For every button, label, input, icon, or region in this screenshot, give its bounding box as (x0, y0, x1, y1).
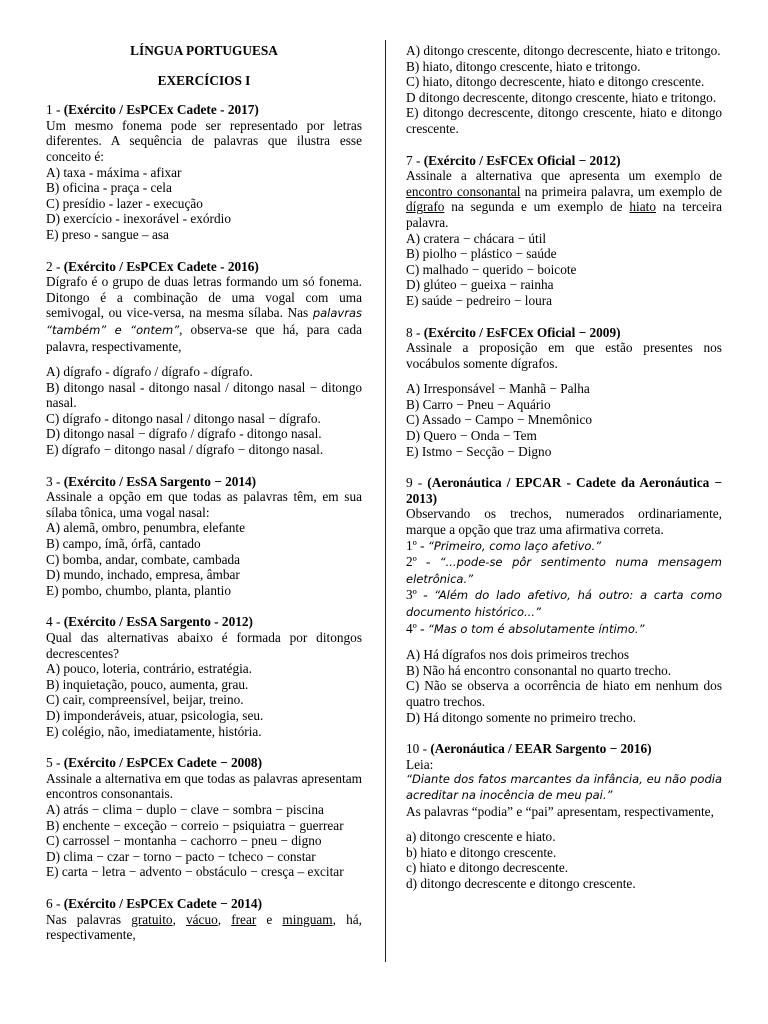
option: C) presídio - lazer - execução (46, 195, 203, 211)
question-header (46, 102, 362, 118)
option: B) piolho − plástico − saúde (406, 246, 557, 262)
option: E) Istmo − Secção − Digno (406, 443, 552, 459)
question-lead: Leia: (406, 756, 434, 772)
option: D) Há ditongo somente no primeiro trecho. (406, 709, 637, 725)
question-text: Assinale a opção em que todas as palavras têm, em sua sílaba tônica, uma vogal nasal: (46, 489, 362, 520)
question-text-part: na segunda e um exemplo de (444, 199, 630, 215)
question-source: (Exército / EsPCEx Cadete - 2016) (63, 258, 259, 274)
question-header (46, 755, 362, 771)
option: E) saúde − pedreiro − loura (406, 292, 553, 308)
option: C) Não se observa a ocorrência de hiato em nenhum dos quatro trechos. (406, 678, 722, 709)
question-1 (46, 102, 362, 242)
option: C) hiato, ditongo decrescente, hiato e ditongo crescente. (406, 74, 705, 90)
question-text-part: Assinale a alternativa que apresenta um exemplo de (406, 168, 722, 184)
question-number: 6 - (46, 895, 64, 911)
option: c) hiato e ditongo decrescente. (406, 860, 569, 876)
question-number: 8 - (406, 324, 424, 340)
question-text-part: Dígrafo é o grupo de duas letras formando um só fonema. Ditongo é a combinação de uma vogal com uma semivogal, ou vice-versa, na mesma sílaba. Nas (46, 274, 362, 321)
option: E) preso - sangue – asa (46, 226, 169, 242)
question-10 (406, 741, 722, 891)
question-text (406, 168, 722, 230)
option: D) Quero − Onda − Tem (406, 428, 537, 444)
question-6 (46, 896, 362, 943)
question-source: (Exército / EsSA Sargento − 2014) (63, 473, 257, 489)
option: E) colégio, não, imediatamente, história. (46, 723, 262, 739)
option: B) campo, ímã, órfã, cantado (46, 536, 201, 552)
question-header (46, 474, 362, 490)
question-4 (46, 614, 362, 739)
question-6-options (406, 43, 722, 137)
excerpt-text: “Além do lado afetivo, há outro: a carta como documento histórico...” (406, 588, 722, 619)
option: D) exercício - inexorável - exórdio (46, 211, 231, 227)
excerpt-number: 3º - (406, 587, 435, 603)
excerpt-4 (406, 621, 722, 638)
question-text-part: , há, respectivamente, (46, 911, 362, 943)
option: B) oficina - praça - cela (46, 180, 172, 196)
option: C) malhado − querido − boicote (406, 261, 577, 277)
excerpt-number: 4º - (406, 620, 428, 636)
option: D) mundo, inchado, empresa, âmbar (46, 567, 240, 583)
underlined-term: encontro consonantal (406, 183, 521, 199)
question-number: 10 - (406, 741, 431, 757)
quoted-sentence: “Diante dos fatos marcantes da infância, eu não podia acreditar na inocência de meu pai.” (406, 772, 722, 802)
question-number: 7 - (406, 152, 424, 168)
handwritten-text: palavras “também” e “ontem” (46, 306, 362, 337)
question-8 (406, 325, 722, 460)
question-header (406, 741, 722, 757)
separator: , (172, 911, 186, 927)
question-text-part: na terceira palavra. (406, 199, 722, 230)
option: C) dígrafo - ditongo nasal / ditongo nasal − dígrafo. (46, 410, 321, 426)
underlined-term: hiato (629, 199, 656, 215)
question-source: (Aeronáutica / EEAR Sargento − 2016) (430, 741, 652, 757)
question-text-part: , observa-se que há, para cada palavra, respectivamente, (46, 321, 362, 354)
option: C) bomba, andar, combate, cambada (46, 551, 241, 567)
question-header (406, 153, 722, 169)
question-number: 3 - (46, 473, 64, 489)
question-number: 9 - (406, 475, 428, 491)
question-header (406, 475, 722, 506)
excerpt-1 (406, 538, 722, 555)
option: E) pombo, chumbo, planta, plantio (46, 582, 232, 598)
option: D) clima − czar − torno − pacto − tcheco − constar (46, 848, 316, 864)
option: A) pouco, loteria, contrário, estratégia. (46, 661, 253, 677)
option: D) ditongo nasal − dígrafo / dígrafo - ditongo nasal. (46, 426, 322, 442)
option: E) ditongo decrescente, ditongo crescente, hiato e ditongo crescente. (406, 105, 722, 136)
question-text-part: na primeira palavra, um exemplo de (520, 183, 722, 199)
question-text (46, 274, 362, 354)
question-number: 5 - (46, 755, 64, 771)
option: B) inquietação, pouco, aumenta, grau. (46, 676, 249, 692)
question-text: Qual das alternativas abaixo é formada por ditongos decrescentes? (46, 630, 362, 661)
question-source: (Exército / EsPCEx Cadete − 2008) (63, 755, 262, 771)
option: A) dígrafo - dígrafo / dígrafo - dígrafo. (46, 364, 253, 380)
question-header (46, 259, 362, 275)
excerpt-text: “Mas o tom é absolutamente íntimo.” (427, 621, 645, 636)
question-text: Assinale a alternativa em que todas as palavras apresentam encontros consonantais. (46, 770, 362, 802)
excerpt-text: “Primeiro, como laço afetivo.” (427, 538, 602, 553)
question-number: 4 - (46, 614, 64, 630)
underlined-word: vácuo (186, 911, 218, 927)
option: A) atrás − clima − duplo − clave − sombra − piscina (46, 801, 324, 817)
column-divider (385, 40, 386, 962)
option: E) dígrafo − ditongo nasal / dígrafo − ditongo nasal. (46, 442, 324, 458)
excerpt-number: 1º - (406, 537, 428, 553)
question-text: Assinale a proposição em que estão presentes nos vocábulos somente dígrafos. (406, 340, 722, 371)
option: B) ditongo nasal - ditongo nasal / ditongo nasal − ditongo nasal. (46, 379, 362, 411)
question-source: (Exército / EsFCEx Oficial − 2012) (423, 152, 621, 168)
option: B) Carro − Pneu − Aquário (406, 396, 551, 412)
option: B) Não há encontro consonantal no quarto trecho. (406, 662, 672, 678)
question-header (46, 896, 362, 912)
question-source: (Exército / EsSA Sargento - 2012) (63, 614, 253, 630)
option: C) carrossel − montanha − cachorro − pneu − digno (46, 833, 322, 849)
option: d) ditongo decrescente e ditongo crescente. (406, 875, 636, 891)
question-text: Um mesmo fonema pode ser representado por letras diferentes. A sequência de palavras que ilustra esse conceito é: (46, 117, 362, 164)
question-source: (Exército / EsPCEx Cadete − 2014) (63, 895, 262, 911)
question-text: As palavras “podia” e “pai” apresentam, respectivamente, (406, 803, 714, 819)
underlined-term: dígrafo (406, 199, 445, 215)
question-source: (Exército / EsPCEx Cadete - 2017) (63, 102, 259, 118)
option: B) hiato, ditongo crescente, hiato e tritongo. (406, 58, 641, 74)
excerpt-3 (406, 587, 722, 620)
question-source: (Aeronáutica / EPCAR - Cadete da Aeronáutica − 2013) (406, 475, 722, 506)
option: A) ditongo crescente, ditongo decrescente, hiato e tritongo. (406, 43, 721, 58)
right-column (406, 43, 722, 908)
option: D) imponderáveis, atuar, psicologia, seu. (46, 707, 264, 723)
question-5 (46, 755, 362, 880)
question-number: 1 - (46, 102, 64, 118)
underlined-word: frear (231, 911, 257, 927)
separator: , (217, 911, 232, 927)
option: A) Há dígrafos nos dois primeiros trechos (406, 647, 630, 663)
option: C) Assado − Campo − Mnemônico (406, 412, 593, 428)
option: A) alemã, ombro, penumbra, elefante (46, 520, 245, 536)
question-source: (Exército / EsFCEx Oficial − 2009) (423, 324, 621, 340)
underlined-word: gratuito (131, 911, 173, 927)
option: B) enchente − exceção − correio − psiquiatra − guerrear (46, 817, 344, 833)
question-9 (406, 475, 722, 725)
question-7 (406, 153, 722, 309)
option: D ditongo decrescente, ditongo crescente, hiato e tritongo. (406, 89, 717, 105)
question-header (46, 614, 362, 630)
subject-heading: LÍNGUA PORTUGUESA (130, 43, 278, 58)
option: A) taxa - máxima - afixar (46, 164, 182, 180)
excerpt-2 (406, 554, 722, 587)
question-text: Observando os trechos, numerados ordinariamente, marque a opção que traz uma afirmativa correta. (406, 506, 722, 538)
option: A) Irresponsável − Manhã − Palha (406, 381, 590, 397)
question-header (406, 325, 722, 341)
question-text (46, 912, 362, 943)
option: a) ditongo crescente e hiato. (406, 829, 556, 845)
underlined-word: minguam (282, 911, 333, 927)
option: E) carta − letra − advento − obstáculo − cresça – excitar (46, 864, 344, 880)
left-column (46, 40, 362, 959)
page-title: EXERCÍCIOS I (157, 72, 251, 88)
option: C) cair, compreensível, beijar, treino. (46, 692, 244, 708)
separator: e (256, 911, 283, 927)
excerpt-text: “...pode-se pôr sentimento numa mensagem eletrônica.” (406, 555, 722, 586)
question-2 (46, 259, 362, 458)
question-number: 2 - (46, 258, 64, 274)
question-3 (46, 474, 362, 599)
excerpt-number: 2º - (406, 554, 440, 570)
option: b) hiato e ditongo crescente. (406, 844, 557, 860)
option: D) glúteo − gueixa − rainha (406, 277, 554, 293)
option: A) cratera − chácara − útil (406, 230, 547, 246)
question-text-part: Nas palavras (46, 911, 132, 927)
